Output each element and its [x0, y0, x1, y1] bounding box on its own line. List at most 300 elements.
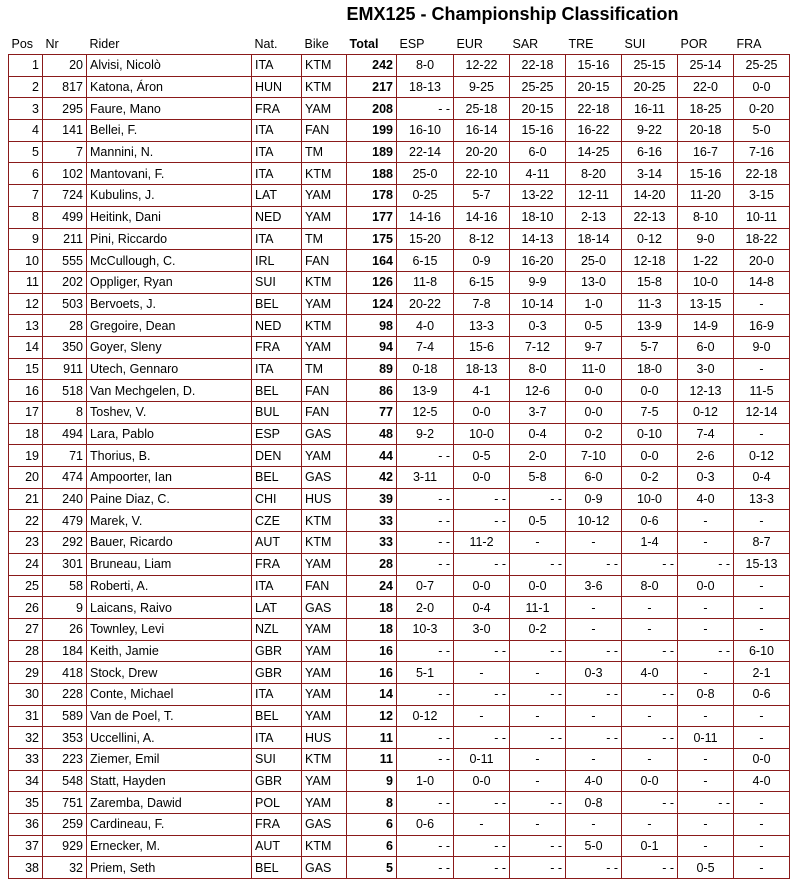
- cell-nat: ESP: [252, 423, 302, 445]
- cell-nr: 292: [43, 532, 87, 554]
- table-row: [9, 792, 790, 814]
- cell-bike: KTM: [302, 271, 347, 293]
- cell-rider: Van de Poel, T.: [87, 705, 252, 727]
- cell-por: 18-25: [678, 98, 734, 120]
- cell-nr: 259: [43, 814, 87, 836]
- cell-rider: Ampoorter, Ian: [87, 467, 252, 489]
- cell-nr: 58: [43, 575, 87, 597]
- table-row: [9, 618, 790, 640]
- cell-tre: -: [566, 618, 622, 640]
- cell-total: 188: [347, 163, 397, 185]
- cell-sui: 0-2: [622, 467, 678, 489]
- cell-sui: 0-10: [622, 423, 678, 445]
- cell-pos: 18: [9, 423, 43, 445]
- cell-rider: Utech, Gennaro: [87, 358, 252, 380]
- cell-pos: 11: [9, 271, 43, 293]
- cell-fra: 12-14: [734, 402, 790, 424]
- cell-sar: 12-6: [510, 380, 566, 402]
- cell-pos: 9: [9, 228, 43, 250]
- cell-tre: 12-11: [566, 185, 622, 207]
- cell-esp: 9-2: [397, 423, 454, 445]
- cell-total: 208: [347, 98, 397, 120]
- cell-fra: 13-3: [734, 488, 790, 510]
- cell-tre: 13-0: [566, 271, 622, 293]
- cell-esp: 8-0: [397, 55, 454, 77]
- cell-por: - -: [678, 792, 734, 814]
- col-header-sar: SAR: [510, 34, 566, 55]
- cell-nr: 479: [43, 510, 87, 532]
- cell-esp: 15-20: [397, 228, 454, 250]
- cell-sar: 8-0: [510, 358, 566, 380]
- cell-por: 0-3: [678, 467, 734, 489]
- cell-sar: - -: [510, 640, 566, 662]
- cell-nat: NED: [252, 206, 302, 228]
- cell-bike: YAM: [302, 705, 347, 727]
- cell-sui: 25-15: [622, 55, 678, 77]
- table-row: [9, 380, 790, 402]
- cell-fra: 0-12: [734, 445, 790, 467]
- cell-nat: LAT: [252, 185, 302, 207]
- cell-fra: 25-25: [734, 55, 790, 77]
- cell-sar: - -: [510, 488, 566, 510]
- cell-nr: 240: [43, 488, 87, 510]
- cell-bike: KTM: [302, 163, 347, 185]
- cell-nat: AUT: [252, 532, 302, 554]
- cell-nr: 518: [43, 380, 87, 402]
- cell-eur: 6-15: [454, 271, 510, 293]
- cell-esp: - -: [397, 553, 454, 575]
- cell-esp: 7-4: [397, 336, 454, 358]
- cell-por: 20-18: [678, 120, 734, 142]
- cell-por: 22-0: [678, 76, 734, 98]
- cell-total: 44: [347, 445, 397, 467]
- cell-nat: FRA: [252, 553, 302, 575]
- cell-fra: 0-6: [734, 683, 790, 705]
- cell-nr: 353: [43, 727, 87, 749]
- table-row: [9, 358, 790, 380]
- table-row: [9, 271, 790, 293]
- cell-tre: 16-22: [566, 120, 622, 142]
- cell-esp: 16-10: [397, 120, 454, 142]
- cell-nr: 295: [43, 98, 87, 120]
- cell-sar: -: [510, 532, 566, 554]
- cell-sui: -: [622, 618, 678, 640]
- cell-por: -: [678, 662, 734, 684]
- cell-total: 18: [347, 618, 397, 640]
- cell-nr: 202: [43, 271, 87, 293]
- cell-sar: 3-7: [510, 402, 566, 424]
- cell-pos: 16: [9, 380, 43, 402]
- cell-por: 0-0: [678, 575, 734, 597]
- cell-pos: 35: [9, 792, 43, 814]
- cell-sui: 5-7: [622, 336, 678, 358]
- col-header-rider: Rider: [87, 34, 252, 55]
- cell-sui: 16-11: [622, 98, 678, 120]
- cell-nr: 8: [43, 402, 87, 424]
- cell-esp: 25-0: [397, 163, 454, 185]
- cell-tre: - -: [566, 683, 622, 705]
- cell-pos: 6: [9, 163, 43, 185]
- cell-sui: - -: [622, 792, 678, 814]
- cell-rider: Priem, Seth: [87, 857, 252, 879]
- table-body: [9, 55, 790, 879]
- cell-sui: 9-22: [622, 120, 678, 142]
- cell-eur: 20-20: [454, 141, 510, 163]
- cell-bike: KTM: [302, 55, 347, 77]
- cell-nat: BEL: [252, 293, 302, 315]
- cell-pos: 34: [9, 770, 43, 792]
- cell-bike: YAM: [302, 206, 347, 228]
- cell-fra: -: [734, 814, 790, 836]
- cell-nat: DEN: [252, 445, 302, 467]
- cell-total: 11: [347, 749, 397, 771]
- cell-total: 126: [347, 271, 397, 293]
- cell-fra: 7-16: [734, 141, 790, 163]
- cell-tre: 15-16: [566, 55, 622, 77]
- cell-pos: 28: [9, 640, 43, 662]
- cell-esp: - -: [397, 510, 454, 532]
- cell-total: 33: [347, 510, 397, 532]
- cell-total: 217: [347, 76, 397, 98]
- cell-rider: Bellei, F.: [87, 120, 252, 142]
- cell-eur: - -: [454, 835, 510, 857]
- cell-rider: Keith, Jamie: [87, 640, 252, 662]
- cell-por: 14-9: [678, 315, 734, 337]
- cell-nr: 28: [43, 315, 87, 337]
- cell-pos: 8: [9, 206, 43, 228]
- cell-sui: 13-9: [622, 315, 678, 337]
- cell-tre: 0-0: [566, 402, 622, 424]
- cell-pos: 29: [9, 662, 43, 684]
- cell-tre: - -: [566, 553, 622, 575]
- cell-bike: YAM: [302, 336, 347, 358]
- cell-esp: 0-6: [397, 814, 454, 836]
- cell-por: 7-4: [678, 423, 734, 445]
- cell-por: -: [678, 770, 734, 792]
- cell-eur: 0-0: [454, 402, 510, 424]
- cell-sar: -: [510, 770, 566, 792]
- cell-eur: 0-11: [454, 749, 510, 771]
- cell-fra: 10-11: [734, 206, 790, 228]
- cell-nat: FRA: [252, 98, 302, 120]
- cell-nr: 184: [43, 640, 87, 662]
- cell-tre: -: [566, 814, 622, 836]
- col-header-tre: TRE: [566, 34, 622, 55]
- cell-pos: 32: [9, 727, 43, 749]
- cell-nat: GBR: [252, 662, 302, 684]
- cell-esp: 0-18: [397, 358, 454, 380]
- cell-nr: 548: [43, 770, 87, 792]
- cell-sui: - -: [622, 640, 678, 662]
- cell-pos: 38: [9, 857, 43, 879]
- cell-tre: -: [566, 532, 622, 554]
- cell-total: 24: [347, 575, 397, 597]
- cell-nr: 589: [43, 705, 87, 727]
- col-header-total: Total: [347, 34, 397, 55]
- cell-nr: 499: [43, 206, 87, 228]
- cell-fra: -: [734, 597, 790, 619]
- cell-sui: 8-0: [622, 575, 678, 597]
- cell-pos: 30: [9, 683, 43, 705]
- cell-eur: 0-0: [454, 467, 510, 489]
- cell-sui: 15-8: [622, 271, 678, 293]
- cell-total: 39: [347, 488, 397, 510]
- cell-nat: ITA: [252, 228, 302, 250]
- cell-tre: -: [566, 705, 622, 727]
- cell-pos: 12: [9, 293, 43, 315]
- cell-esp: 1-0: [397, 770, 454, 792]
- cell-nr: 418: [43, 662, 87, 684]
- cell-eur: - -: [454, 727, 510, 749]
- cell-rider: Bervoets, J.: [87, 293, 252, 315]
- cell-nat: NED: [252, 315, 302, 337]
- cell-esp: 5-1: [397, 662, 454, 684]
- cell-tre: 22-18: [566, 98, 622, 120]
- cell-eur: -: [454, 705, 510, 727]
- cell-bike: KTM: [302, 749, 347, 771]
- cell-nr: 20: [43, 55, 87, 77]
- table-row: [9, 532, 790, 554]
- cell-rider: Roberti, A.: [87, 575, 252, 597]
- cell-por: -: [678, 532, 734, 554]
- cell-fra: 0-0: [734, 76, 790, 98]
- cell-sui: 14-20: [622, 185, 678, 207]
- cell-nr: 228: [43, 683, 87, 705]
- cell-tre: - -: [566, 640, 622, 662]
- cell-tre: 5-0: [566, 835, 622, 857]
- cell-sar: - -: [510, 553, 566, 575]
- cell-pos: 20: [9, 467, 43, 489]
- table-row: [9, 423, 790, 445]
- cell-eur: 3-0: [454, 618, 510, 640]
- cell-tre: 25-0: [566, 250, 622, 272]
- cell-tre: 11-0: [566, 358, 622, 380]
- cell-pos: 21: [9, 488, 43, 510]
- cell-sar: 11-1: [510, 597, 566, 619]
- cell-por: -: [678, 835, 734, 857]
- table-row: [9, 163, 790, 185]
- cell-nr: 223: [43, 749, 87, 771]
- col-header-sui: SUI: [622, 34, 678, 55]
- cell-tre: 9-7: [566, 336, 622, 358]
- cell-fra: -: [734, 857, 790, 879]
- cell-esp: 13-9: [397, 380, 454, 402]
- cell-nat: ITA: [252, 163, 302, 185]
- cell-eur: 14-16: [454, 206, 510, 228]
- cell-sui: 0-6: [622, 510, 678, 532]
- cell-rider: Lara, Pablo: [87, 423, 252, 445]
- cell-por: 0-11: [678, 727, 734, 749]
- cell-nr: 494: [43, 423, 87, 445]
- cell-rider: Thorius, B.: [87, 445, 252, 467]
- cell-eur: - -: [454, 857, 510, 879]
- cell-nat: BEL: [252, 857, 302, 879]
- cell-sui: 0-0: [622, 770, 678, 792]
- cell-nr: 71: [43, 445, 87, 467]
- cell-rider: Heitink, Dani: [87, 206, 252, 228]
- cell-total: 5: [347, 857, 397, 879]
- cell-total: 77: [347, 402, 397, 424]
- cell-total: 14: [347, 683, 397, 705]
- cell-rider: Marek, V.: [87, 510, 252, 532]
- cell-bike: YAM: [302, 98, 347, 120]
- cell-nat: NZL: [252, 618, 302, 640]
- cell-fra: 22-18: [734, 163, 790, 185]
- table-row: [9, 553, 790, 575]
- cell-bike: GAS: [302, 467, 347, 489]
- col-header-eur: EUR: [454, 34, 510, 55]
- cell-fra: 16-9: [734, 315, 790, 337]
- cell-eur: 15-6: [454, 336, 510, 358]
- cell-pos: 33: [9, 749, 43, 771]
- cell-sui: - -: [622, 683, 678, 705]
- cell-esp: - -: [397, 727, 454, 749]
- cell-total: 124: [347, 293, 397, 315]
- cell-bike: TM: [302, 228, 347, 250]
- cell-sui: 22-13: [622, 206, 678, 228]
- cell-eur: 0-4: [454, 597, 510, 619]
- cell-nat: BUL: [252, 402, 302, 424]
- cell-por: - -: [678, 640, 734, 662]
- cell-eur: 4-1: [454, 380, 510, 402]
- cell-por: 15-16: [678, 163, 734, 185]
- cell-nr: 301: [43, 553, 87, 575]
- cell-bike: YAM: [302, 770, 347, 792]
- cell-por: 2-6: [678, 445, 734, 467]
- cell-total: 42: [347, 467, 397, 489]
- cell-bike: FAN: [302, 120, 347, 142]
- table-row: [9, 120, 790, 142]
- table-row: [9, 55, 790, 77]
- table-row: [9, 814, 790, 836]
- cell-por: 10-0: [678, 271, 734, 293]
- table-row: [9, 857, 790, 879]
- cell-bike: YAM: [302, 293, 347, 315]
- cell-rider: Alvisi, Nicolò: [87, 55, 252, 77]
- cell-fra: 5-0: [734, 120, 790, 142]
- cell-por: 3-0: [678, 358, 734, 380]
- cell-bike: GAS: [302, 857, 347, 879]
- cell-sar: 5-8: [510, 467, 566, 489]
- cell-fra: 0-0: [734, 749, 790, 771]
- cell-nat: BEL: [252, 467, 302, 489]
- cell-nat: AUT: [252, 835, 302, 857]
- cell-nat: BEL: [252, 380, 302, 402]
- cell-eur: 18-13: [454, 358, 510, 380]
- cell-sar: - -: [510, 857, 566, 879]
- cell-sui: 1-4: [622, 532, 678, 554]
- cell-pos: 5: [9, 141, 43, 163]
- cell-sar: 7-12: [510, 336, 566, 358]
- cell-eur: 0-9: [454, 250, 510, 272]
- cell-pos: 36: [9, 814, 43, 836]
- cell-bike: HUS: [302, 727, 347, 749]
- cell-fra: -: [734, 510, 790, 532]
- cell-nr: 7: [43, 141, 87, 163]
- cell-nr: 929: [43, 835, 87, 857]
- cell-nr: 911: [43, 358, 87, 380]
- cell-eur: 5-7: [454, 185, 510, 207]
- cell-nr: 474: [43, 467, 87, 489]
- cell-sar: 10-14: [510, 293, 566, 315]
- cell-total: 6: [347, 835, 397, 857]
- cell-esp: - -: [397, 835, 454, 857]
- cell-total: 94: [347, 336, 397, 358]
- cell-sui: -: [622, 749, 678, 771]
- cell-fra: 3-15: [734, 185, 790, 207]
- cell-rider: Paine Diaz, C.: [87, 488, 252, 510]
- cell-fra: 0-20: [734, 98, 790, 120]
- cell-por: 4-0: [678, 488, 734, 510]
- table-row: [9, 835, 790, 857]
- cell-eur: - -: [454, 640, 510, 662]
- cell-sar: 9-9: [510, 271, 566, 293]
- cell-pos: 13: [9, 315, 43, 337]
- cell-nat: SUI: [252, 749, 302, 771]
- cell-sar: 14-13: [510, 228, 566, 250]
- cell-pos: 25: [9, 575, 43, 597]
- cell-nat: ITA: [252, 358, 302, 380]
- cell-pos: 4: [9, 120, 43, 142]
- table-row: [9, 336, 790, 358]
- cell-bike: KTM: [302, 76, 347, 98]
- cell-pos: 23: [9, 532, 43, 554]
- cell-fra: 14-8: [734, 271, 790, 293]
- cell-nat: HUN: [252, 76, 302, 98]
- cell-bike: YAM: [302, 445, 347, 467]
- cell-total: 164: [347, 250, 397, 272]
- cell-sar: 25-25: [510, 76, 566, 98]
- cell-tre: 4-0: [566, 770, 622, 792]
- cell-nr: 724: [43, 185, 87, 207]
- cell-total: 175: [347, 228, 397, 250]
- table-row: [9, 705, 790, 727]
- cell-total: 177: [347, 206, 397, 228]
- cell-pos: 26: [9, 597, 43, 619]
- cell-fra: -: [734, 618, 790, 640]
- table-row: [9, 98, 790, 120]
- table-row: [9, 445, 790, 467]
- cell-nr: 350: [43, 336, 87, 358]
- cell-fra: -: [734, 835, 790, 857]
- cell-bike: GAS: [302, 597, 347, 619]
- cell-fra: 18-22: [734, 228, 790, 250]
- cell-total: 199: [347, 120, 397, 142]
- cell-tre: 0-9: [566, 488, 622, 510]
- cell-bike: TM: [302, 141, 347, 163]
- cell-fra: -: [734, 727, 790, 749]
- cell-bike: GAS: [302, 814, 347, 836]
- cell-bike: HUS: [302, 488, 347, 510]
- table-row: [9, 315, 790, 337]
- cell-total: 16: [347, 640, 397, 662]
- cell-sui: -: [622, 705, 678, 727]
- cell-nat: CHI: [252, 488, 302, 510]
- table-row: [9, 749, 790, 771]
- cell-rider: Ziemer, Emil: [87, 749, 252, 771]
- cell-sar: 13-22: [510, 185, 566, 207]
- cell-pos: 10: [9, 250, 43, 272]
- cell-tre: 6-0: [566, 467, 622, 489]
- cell-por: -: [678, 618, 734, 640]
- cell-total: 28: [347, 553, 397, 575]
- cell-por: 11-20: [678, 185, 734, 207]
- cell-bike: FAN: [302, 575, 347, 597]
- cell-pos: 14: [9, 336, 43, 358]
- cell-nat: CZE: [252, 510, 302, 532]
- col-header-nr: Nr: [43, 34, 87, 55]
- cell-tre: 10-12: [566, 510, 622, 532]
